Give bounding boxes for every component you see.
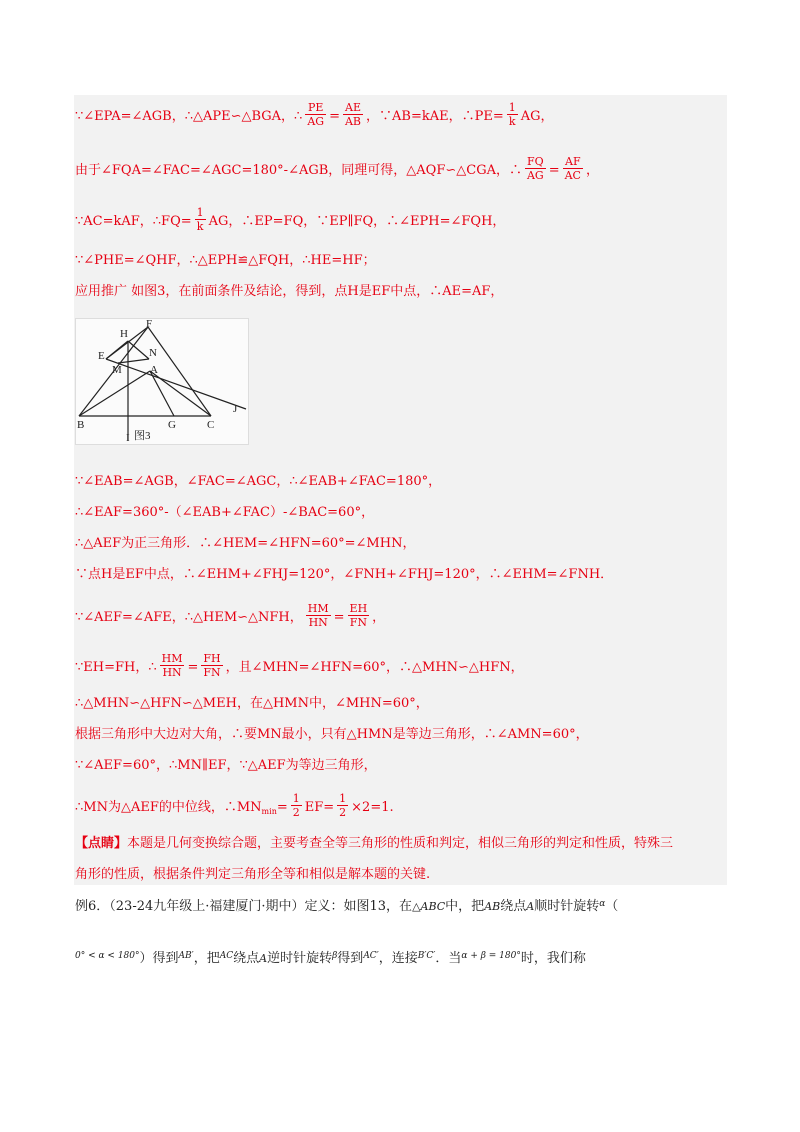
label-I: I <box>126 432 130 444</box>
fraction: $\frac{1}{k}$ <box>508 101 516 128</box>
solution-line-12: ∴△MHN∽△HFN∽△MEH，在△HMN中，∠MHN=60°， <box>75 696 429 711</box>
fraction: $\frac{HM}{HN}$ <box>161 652 183 679</box>
label-J: J <box>233 403 238 415</box>
fraction: $\frac{FH}{FN}$ <box>203 652 221 679</box>
comment-line-1: 【点睛】本题是几何变换综合题，主要考查全等三角形的性质和判定，相似三角形的判定和性质，特殊三 <box>75 836 674 851</box>
fraction: $\frac{HM}{HN}$ <box>307 602 329 629</box>
label-B: B <box>77 419 85 431</box>
label-M: M <box>112 364 122 376</box>
solution-line-15: ∴MN为△AEF的中位线，$\therefore MN_{min}=$ $\frac{1}{2}$ EF= $\frac{1}{2}$ ×2=1. <box>75 792 394 819</box>
comment-line-2: 角形的性质，根据条件判定三角形全等和相似是解本题的关键. <box>75 867 431 882</box>
fraction: $\frac{FQ}{AG}$ <box>526 155 544 182</box>
comment-tag: 【点睛】 <box>75 836 128 851</box>
fraction: $\frac{1}{2}$ <box>339 792 347 819</box>
solution-line-13: 根据三角形中大边对大角，∴要MN最小，只有△HMN是等边三角形，∴∠AMN=60°， <box>75 727 589 742</box>
text: ∵∠EPA=∠AGB，∴△APE∽△BGA，∴ <box>75 109 303 124</box>
solution-line-9: ∵点H是EF中点，∴∠EHM+∠FHJ=120°，∠FNH+∠FHJ=120°，∴∠EHM=∠FNH． <box>75 567 614 582</box>
solution-line-2: 由于∠FQA=∠FAC=∠AGC=180°-∠AGB，同理可得，△AQF∽△CGA，∴ $\frac{FQ}{AG}$ = $\frac{AF}{AC}$ ， <box>75 155 599 182</box>
solution-line-7: ∴∠EAF=360°-（∠EAB+∠FAC）-∠BAC=60°， <box>75 505 375 520</box>
fraction: $\frac{AE}{AB}$ <box>344 101 362 128</box>
solution-line-6: ∵∠EAB=∠AGB，∠FAC=∠AGC，∴∠EAB+∠FAC=180°， <box>75 474 442 489</box>
figure-drawing <box>76 319 248 444</box>
solution-line-3: ∵AC=kAF，∴FQ= $\frac{1}{k}$ AG，∴EP=FQ，∵EP∥FQ，∴∠EPH=∠FQH， <box>75 206 506 233</box>
label-C: C <box>207 419 215 431</box>
solution-line-14: ∵∠AEF=60°，∴MN∥EF，∵△AEF为等边三角形， <box>75 758 377 773</box>
fraction: $\frac{EH}{FN}$ <box>349 602 368 629</box>
solution-line-11: ∵EH=FH，∴ $\frac{HM}{HN}$ = $\frac{FH}{FN}$ ，且∠MHN=∠HFN=60°，∴△MHN∽△HFN， <box>75 652 524 679</box>
example-line-1: 例6．（23-24九年级上·福建厦门·期中）定义：如图13，在△ABC中，把AB绕点A顺时针旋转$^\alpha$（ <box>75 899 619 914</box>
geometry-figure-3 <box>75 318 249 445</box>
fraction: $\frac{AF}{AC}$ <box>564 155 581 182</box>
figure-caption: 图3 <box>134 430 151 442</box>
fraction: $\frac{1}{2}$ <box>292 792 300 819</box>
fraction: $\frac{PE}{AG}$ <box>307 101 325 128</box>
label-G: G <box>168 419 176 431</box>
example-line-2: $^{0^\circ < \alpha < 180^\circ}$）得到$^{AB'}$，把$^{AC}$绕点A逆时针旋转$^\beta$得到$^{AC'}$，连接$^{B'C'}$．当$^{\alpha + \beta = 180^\circ}$时，我们称 <box>75 951 586 966</box>
solution-line-10: ∵∠AEF=∠AFE，∴△HEM∽△NFH， $\frac{HM}{HN}$ = $\frac{EH}{FN}$ ， <box>75 602 386 629</box>
solution-line-8: ∴△AEF为正三角形．∴∠HEM=∠HFN=60°=∠MHN， <box>75 536 416 551</box>
label-H: H <box>120 328 128 340</box>
label-N: N <box>149 347 157 359</box>
fraction: $\frac{1}{k}$ <box>196 206 204 233</box>
solution-line-1: ∵∠EPA=∠AGB，∴△APE∽△BGA，∴ $\frac{PE}{AG}$ = $\frac{AE}{AB}$ ，∵AB=kAE，∴PE= $\frac{1}{k}$ AG， <box>75 101 554 128</box>
label-E: E <box>98 350 105 362</box>
label-F: F <box>146 319 153 330</box>
solution-line-5: 应用推广 如图3，在前面条件及结论，得到，点H是EF中点，∴AE=AF， <box>75 284 504 299</box>
label-A: A <box>150 364 158 376</box>
solution-line-4: ∵∠PHE=∠QHF，∴△EPH≌△FQH，∴HE=HF； <box>75 253 376 268</box>
